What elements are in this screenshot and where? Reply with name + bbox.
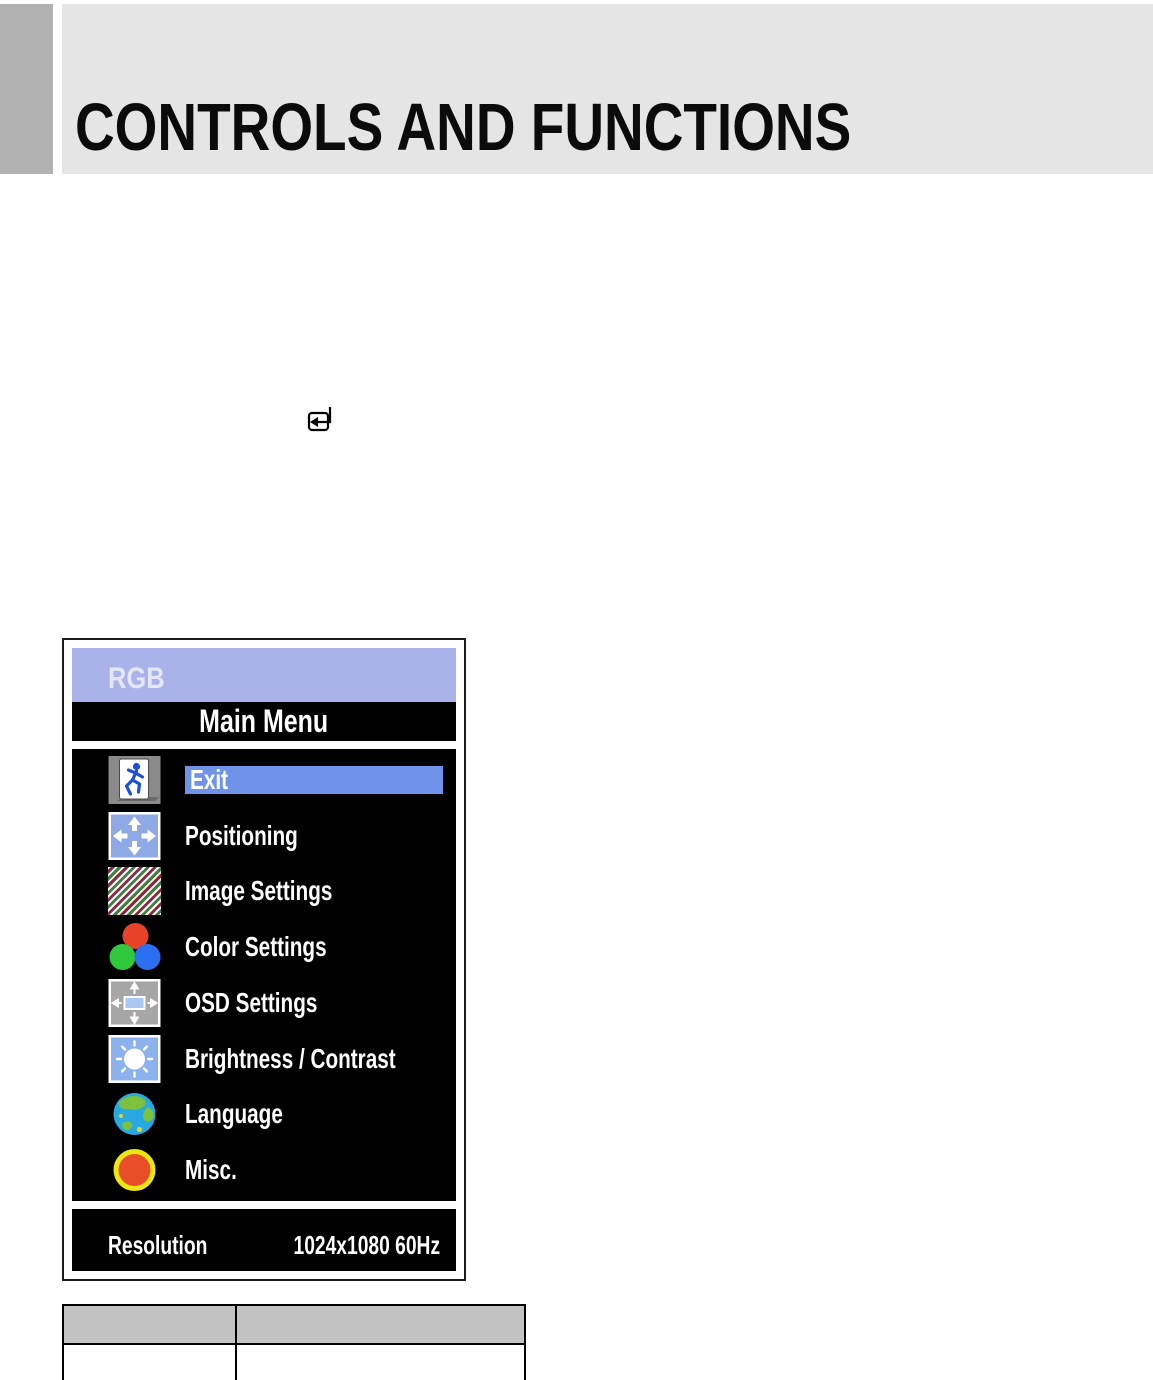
table-header-cell — [236, 1305, 525, 1344]
osd-menu-title: Main Menu — [199, 703, 329, 739]
page-title: CONTROLS AND FUNCTIONS — [75, 90, 852, 165]
menu-item-label: Language — [185, 1098, 283, 1130]
input-source-label: RGB — [108, 662, 165, 695]
menu-item-brightness-contrast[interactable] — [72, 1031, 456, 1087]
menu-item-label: Exit — [190, 763, 229, 795]
menu-item-label: OSD Settings — [185, 986, 318, 1018]
image-pattern-icon — [108, 867, 161, 915]
osd-menu-window — [62, 638, 466, 1281]
resolution-label: Resolution — [108, 1230, 208, 1260]
divider — [72, 741, 456, 749]
resolution-status-bar — [72, 1209, 456, 1271]
menu-item-label: Misc. — [185, 1154, 237, 1186]
move-arrows-icon — [108, 812, 161, 860]
divider — [72, 1201, 456, 1209]
table-header-row — [63, 1305, 525, 1344]
table-cell — [236, 1344, 525, 1380]
menu-item-label: Positioning — [185, 819, 298, 851]
menu-item-exit[interactable] — [72, 752, 456, 808]
table-cell — [63, 1344, 236, 1380]
margin-tab-block — [0, 4, 53, 174]
menu-item-language[interactable] — [72, 1087, 456, 1143]
menu-item-label: Image Settings — [185, 875, 333, 907]
osd-input-source-band — [72, 648, 456, 702]
menu-item-color-settings[interactable] — [72, 919, 456, 975]
misc-ring-icon — [108, 1146, 161, 1194]
menu-item-image-settings[interactable] — [72, 864, 456, 920]
resolution-value: 1024x1080 60Hz — [293, 1230, 441, 1260]
osd-menu-items — [72, 749, 456, 1201]
menu-item-label: Brightness / Contrast — [185, 1042, 396, 1074]
rgb-circles-icon — [108, 923, 161, 971]
table-header-cell — [63, 1305, 236, 1344]
osd-menu-title-band — [72, 702, 456, 741]
menu-item-label: Color Settings — [185, 931, 327, 963]
menu-item-osd-settings[interactable] — [72, 975, 456, 1031]
selection-highlight — [185, 763, 443, 795]
exit-run-icon — [108, 756, 161, 804]
bottom-table — [62, 1304, 526, 1380]
osd-position-icon — [108, 979, 161, 1027]
globe-icon — [108, 1090, 161, 1138]
enter-key-icon — [306, 403, 336, 435]
table-row — [63, 1344, 525, 1380]
section-banner — [62, 4, 1153, 174]
brightness-sun-icon — [108, 1035, 161, 1083]
menu-item-misc[interactable] — [72, 1142, 456, 1198]
menu-item-positioning[interactable] — [72, 808, 456, 864]
